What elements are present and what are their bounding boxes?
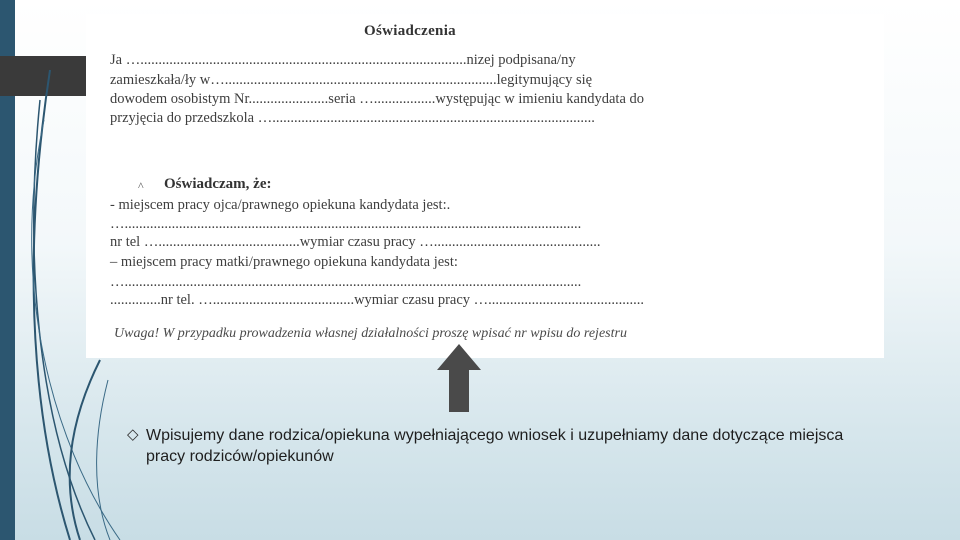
form-line: – miejscem pracy matki/prawnego opiekuna kandydata jest: xyxy=(110,254,458,270)
form-line: dowodem osobistym Nr......................seria ….................występując w imieniu kandydata do xyxy=(110,91,645,107)
dark-accent-block xyxy=(0,56,86,96)
section-heading: Oświadczam, że: xyxy=(164,176,272,192)
arrow-up-icon xyxy=(437,344,481,412)
caption-text: Wpisujemy dane rodzica/opiekuna wypełniającego wniosek i uzupełniamy dane dotyczące miejsca pracy rodziców/opiekunów xyxy=(146,427,844,465)
form-line: ….............................................................................................................................. xyxy=(110,274,582,290)
form-line: ….............................................................................................................................. xyxy=(110,216,582,232)
form-line: nr tel ….......................................wymiar czasu pracy ….............................................. xyxy=(110,234,601,250)
scanned-form-image xyxy=(86,14,884,358)
form-line: przyjęcia do przedszkola …......................................................................................... xyxy=(110,110,595,126)
caret-icon: ^ xyxy=(138,179,144,193)
form-line: ..............nr tel. ….......................................wymiar czasu pracy …........................................... xyxy=(110,292,645,308)
form-line: zamieszkała/ły w…...........................................................................legitymujący się xyxy=(110,72,593,88)
form-title: Oświadczenia xyxy=(364,23,456,39)
diamond-icon: ◇ xyxy=(127,426,139,443)
form-line: Ja …..........................................................................................nizej podpisana/ny xyxy=(110,52,576,68)
warning-note: Uwaga! W przypadku prowadzenia własnej działalności proszę wpisać nr wpisu do rejestru xyxy=(114,326,627,341)
form-line: - miejscem pracy ojca/prawnego opiekuna kandydata jest:. xyxy=(110,197,451,213)
